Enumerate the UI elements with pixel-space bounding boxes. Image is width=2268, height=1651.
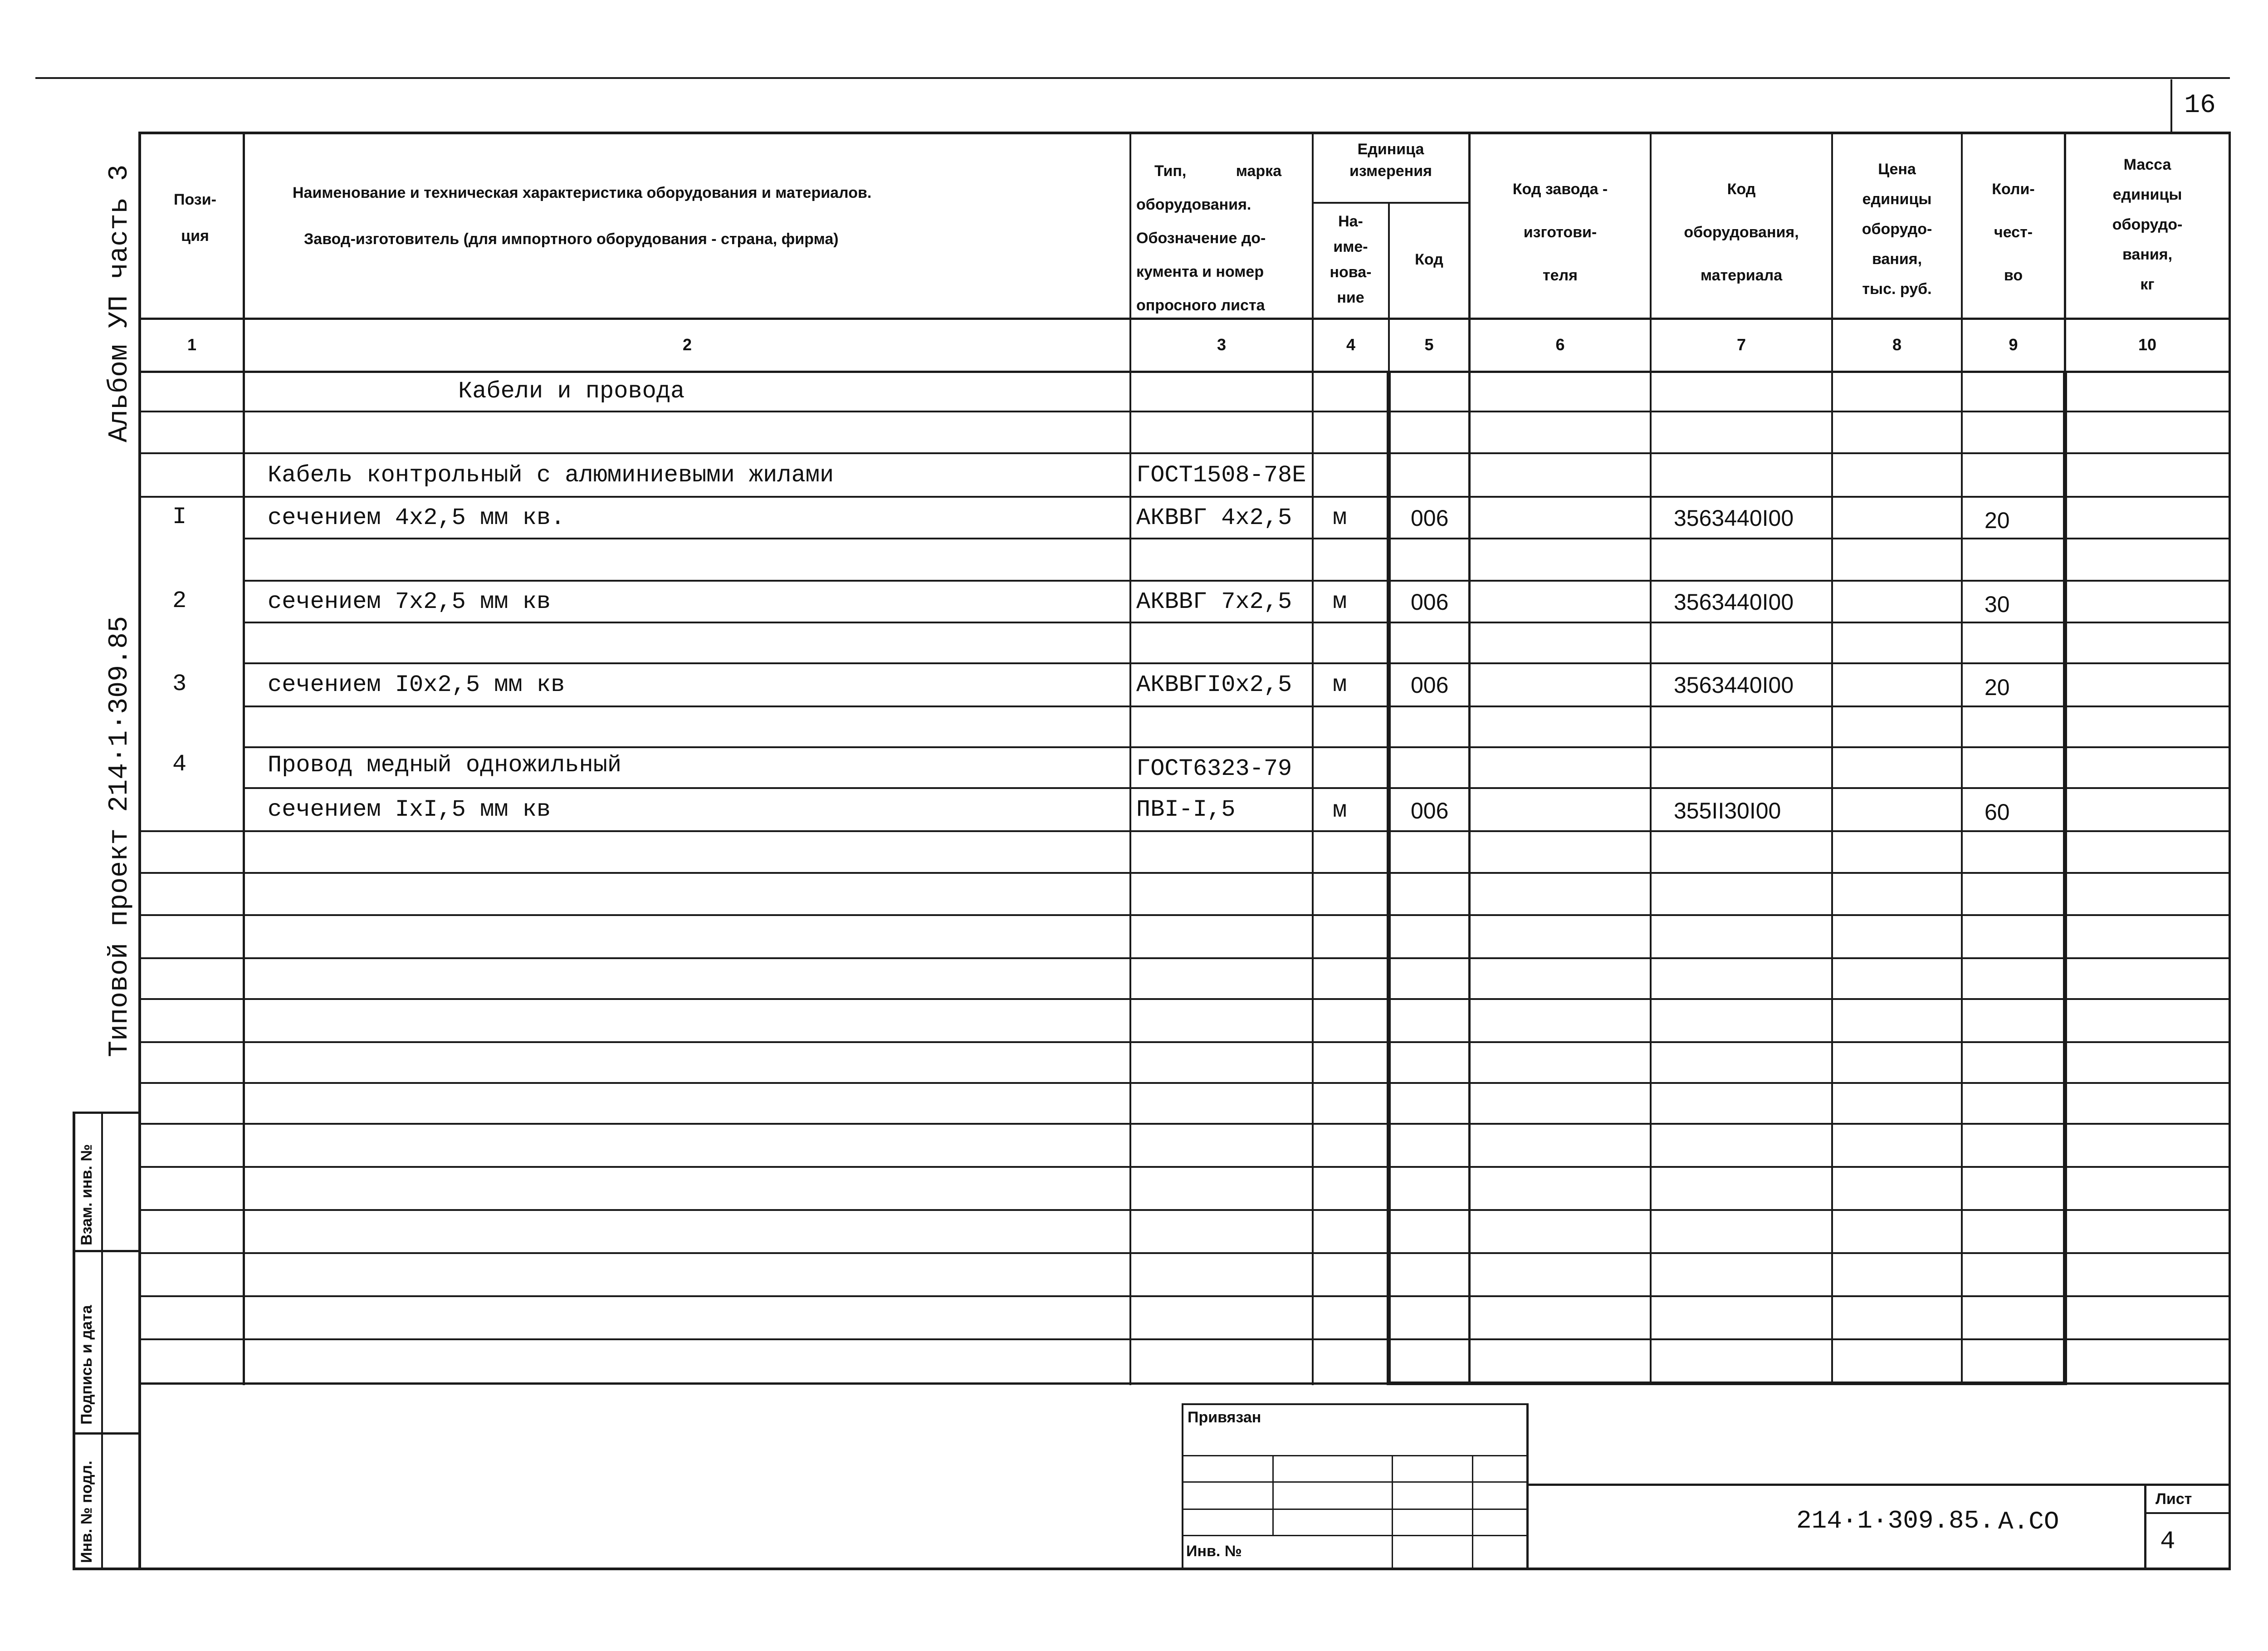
bold-box-right [2063, 371, 2067, 1385]
row5-pos: 2 [172, 588, 187, 614]
row-line [245, 622, 2230, 623]
row-line [138, 1338, 2230, 1340]
header-col3: Тип, марка оборудования. Обозначение до- кумента и номер опросного листа [1136, 162, 1282, 314]
list-number: 4 [2160, 1527, 2175, 1556]
row-line [138, 1123, 2230, 1125]
titleblock-top [1529, 1484, 2229, 1486]
header-col6: Код завода - изготови- теля [1512, 181, 1608, 284]
list-box-left [2144, 1484, 2146, 1569]
colnum-3: 3 [1217, 335, 1227, 354]
row5-item-code: 3563440I00 [1674, 589, 1794, 615]
col-line-6 [1650, 132, 1652, 1385]
colnum-8: 8 [1892, 335, 1902, 354]
row-line [138, 411, 2230, 412]
stamp-mid [101, 1112, 103, 1570]
row3-name: сечением 4х2,5 мм кв. [268, 505, 565, 531]
privyazan-h1 [1182, 1455, 1529, 1456]
row-line [138, 830, 2230, 832]
stamp-div1 [73, 1250, 141, 1252]
number-row-bottom [138, 371, 2230, 373]
row3-pos: I [172, 504, 187, 530]
col-line-1 [243, 132, 245, 1385]
col-line-5 [1468, 132, 1471, 1385]
row5-name: сечением 7х2,5 мм кв [268, 588, 551, 615]
row7-unit: м [1333, 671, 1347, 698]
row10-name: сечением IхI,5 мм кв [268, 796, 551, 823]
row-line [138, 998, 2230, 1000]
header-col2: Наименование и техническая характеристика оборудования и материалов. Завод-изготовитель (для импортного оборудования - страна, фирма) [293, 184, 872, 248]
row-line [245, 787, 2230, 789]
row7-type: АКВВГI0х2,5 [1136, 671, 1292, 698]
header-col1: Пози- ция [174, 191, 216, 245]
colnum-6: 6 [1555, 335, 1565, 354]
row7-pos: 3 [172, 671, 187, 697]
stamp-label-inv: Инв. № подл. [78, 1460, 95, 1563]
header-col8: Цена единицы оборудо- вания, тыс. руб. [1862, 161, 1932, 298]
colnum-2: 2 [682, 335, 692, 354]
row5-code: 006 [1411, 589, 1449, 615]
stamp-label-vzam: Взам. инв. № [78, 1144, 95, 1245]
row-line [245, 746, 2230, 748]
side-project-label: Типовой проект 214·1·309.85 [104, 616, 135, 1057]
row7-code: 006 [1411, 672, 1449, 698]
row-line [138, 1041, 2230, 1043]
header-unit-group: Единица измерения [1349, 141, 1432, 180]
frame-right [2229, 132, 2231, 1570]
row9-name: Провод медный одножильный [268, 752, 622, 779]
privyazan-top [1182, 1403, 1529, 1405]
col-line-7 [1831, 132, 1833, 1385]
row-line [245, 538, 2230, 539]
section-title: Кабели и провода [458, 378, 685, 405]
row2-name: Кабель контрольный с алюминиевыми жилами [268, 462, 834, 489]
inv-no-label: Инв. № [1186, 1543, 1242, 1560]
row3-qty: 20 [1984, 508, 2010, 533]
colnum-10: 10 [2138, 335, 2157, 354]
doc-code: 214·1·309.85. [1796, 1506, 1994, 1535]
row-line [138, 1209, 2230, 1211]
row-line [138, 1295, 2230, 1297]
row9-pos: 4 [172, 751, 187, 778]
row-line [138, 452, 2230, 454]
row3-unit: м [1333, 505, 1347, 531]
row-line [138, 1252, 2230, 1254]
row5-type: АКВВГ 7х2,5 [1136, 588, 1292, 615]
row-line [245, 662, 2230, 664]
row-line [138, 872, 2230, 874]
header-col9: Коли- чест- во [1992, 181, 2035, 284]
privyazan-h3 [1182, 1509, 1529, 1510]
stamp-div2 [73, 1432, 141, 1435]
side-album-label: Альбом УП часть 3 [104, 164, 135, 442]
row-line [138, 1166, 2230, 1168]
row10-unit: м [1333, 797, 1347, 824]
row3-code: 006 [1411, 505, 1449, 531]
row-line [245, 580, 2230, 582]
privyazan-v3 [1472, 1455, 1473, 1568]
col-line-2 [1129, 132, 1131, 1385]
unit-group-divider [1312, 202, 1468, 204]
row10-item-code: 355II30I00 [1674, 798, 1781, 823]
row7-item-code: 3563440I00 [1674, 672, 1794, 698]
frame-bottom [73, 1568, 2231, 1570]
row5-qty: 30 [1984, 592, 2010, 617]
header-col5: Код [1415, 251, 1443, 268]
row10-type: ПВI-I,5 [1136, 796, 1236, 823]
row2-type: ГОСТ1508-78Е [1136, 462, 1306, 489]
row-line [138, 914, 2230, 916]
list-label: Лист [2156, 1490, 2192, 1508]
row7-name: сечением I0х2,5 мм кв [268, 671, 565, 698]
row5-unit: м [1333, 588, 1347, 615]
privyazan-h2 [1182, 1481, 1529, 1483]
frame-top [138, 132, 2230, 134]
table-bottom [138, 1382, 2230, 1385]
row-line [138, 1082, 2230, 1084]
colnum-9: 9 [2009, 335, 2018, 354]
col-line-3 [1312, 132, 1314, 1385]
row7-qty: 20 [1984, 675, 2010, 700]
row3-item-code: 3563440I00 [1674, 505, 1794, 531]
header-col7: Код оборудования, материала [1684, 181, 1799, 284]
privyazan-v2 [1392, 1455, 1393, 1568]
col-line-8 [1961, 132, 1963, 1385]
row3-type: АКВВГ 4х2,5 [1136, 505, 1292, 531]
header-col4: На- име- нова- ние [1330, 213, 1372, 306]
privyazan-left [1182, 1403, 1183, 1569]
stamp-left [73, 1112, 75, 1570]
stamp-top [73, 1112, 141, 1114]
corner-box-left [2170, 79, 2172, 133]
colnum-4: 4 [1346, 335, 1356, 354]
row-line [138, 957, 2230, 959]
privyazan-label: Привязан [1188, 1409, 1261, 1426]
row10-code: 006 [1411, 798, 1449, 823]
top-rule [35, 77, 2230, 79]
bold-box-left [1387, 371, 1391, 1385]
header-col10: Масса единицы оборудо- вания, кг [2112, 156, 2183, 293]
row-line [138, 496, 2230, 498]
privyazan-h4 [1182, 1535, 1529, 1536]
colnum-1: 1 [187, 335, 197, 354]
row9-type: ГОСТ6323-79 [1136, 755, 1292, 782]
row-line [245, 705, 2230, 707]
colnum-7: 7 [1736, 335, 1746, 354]
privyazan-v1 [1272, 1455, 1274, 1536]
list-box-div [2144, 1512, 2230, 1514]
page-corner-number: 16 [2184, 91, 2216, 120]
colnum-5: 5 [1424, 335, 1434, 354]
stamp-label-podpis: Подпись и дата [78, 1305, 95, 1425]
privyazan-right [1526, 1403, 1529, 1569]
row10-qty: 60 [1984, 799, 2010, 825]
doc-suffix: А.СО [1998, 1507, 2059, 1536]
